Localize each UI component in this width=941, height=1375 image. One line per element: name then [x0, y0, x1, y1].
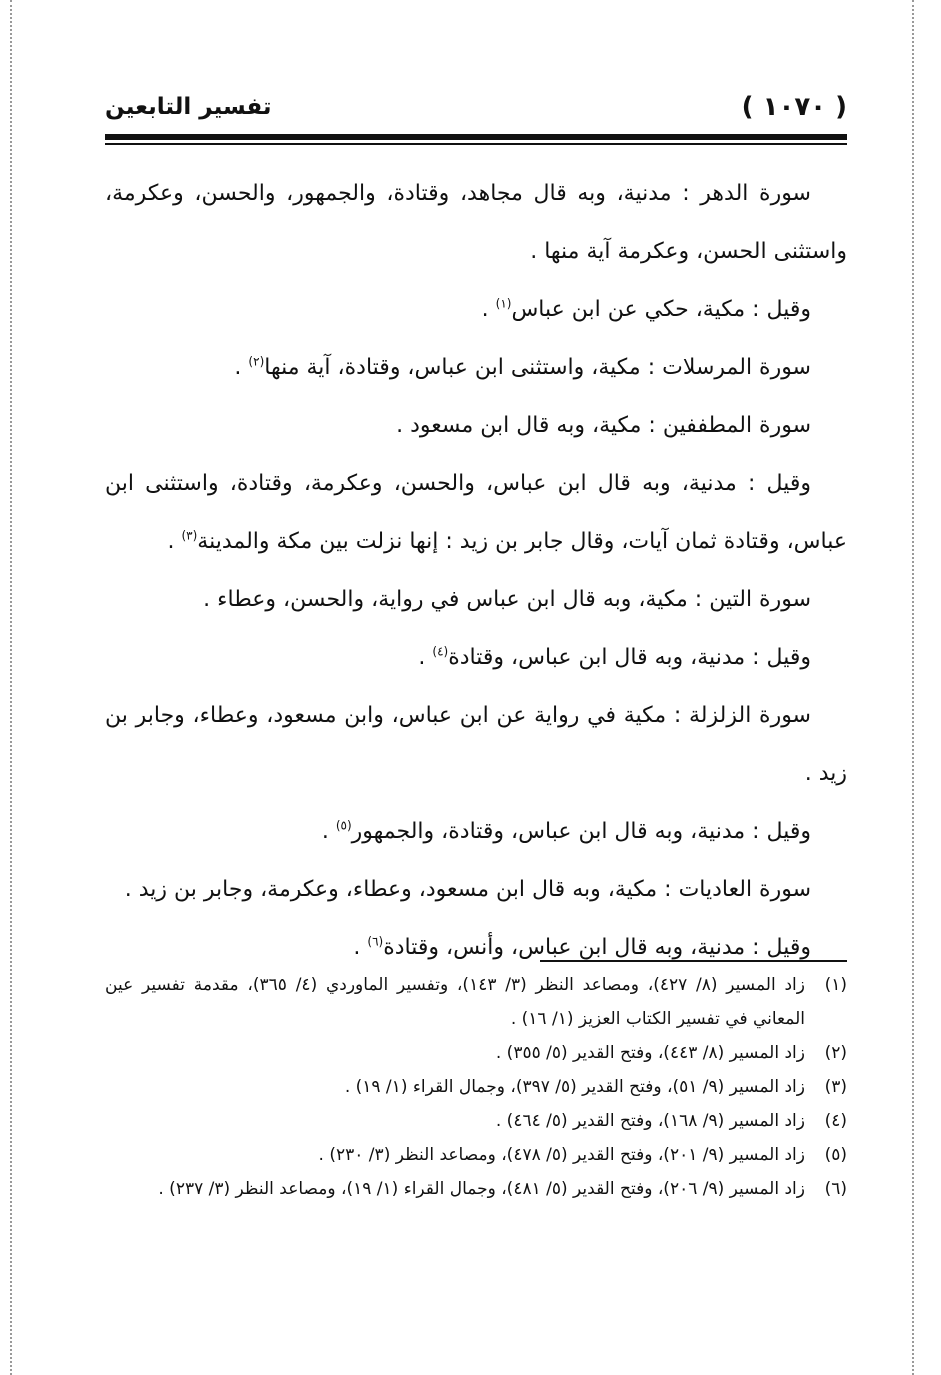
- main-text: [105, 165, 847, 977]
- paragraph: سورة المطففين : مكية، وبه قال ابن مسعود .: [396, 413, 811, 438]
- paragraph: سورة العاديات : مكية، وبه قال ابن مسعود، وعطاء، وعكرمة، وجابر بن زيد .: [124, 877, 811, 902]
- footnote-ref: (١): [495, 296, 512, 311]
- footnote: (٦) زاد المسير (٩/ ٢٠٦)، وفتح القدير (٥/ ٤٨١)، وجمال القراء (١/ ١٩)، ومصاعد النظر (٣/ ٢٣٧) .: [158, 1179, 847, 1199]
- scan-edge-left: [10, 0, 12, 1375]
- paragraph: وقيل : مدنية، وبه قال ابن عباس، وقتادة، والجمهور$^{(٥)}$ .: [321, 818, 811, 844]
- footnote: (٣) زاد المسير (٩/ ٥١)، وفتح القدير (٥/ ٣٩٧)، وجمال القراء (١/ ١٩) .: [344, 1077, 847, 1097]
- footnote: (٢) زاد المسير (٨/ ٤٤٣)، وفتح القدير (٥/ ٣٥٥) .: [495, 1043, 847, 1063]
- paragraph: سورة المرسلات : مكية، واستثنى ابن عباس، وقتادة، آية منها$^{(٢)}$ .: [234, 354, 811, 380]
- paragraph: وقيل : مدنية، وبه قال ابن عباس، وقتادة$^{(٤)}$ .: [418, 644, 811, 670]
- footnote-separator: [540, 960, 847, 962]
- footnote-ref: (٦): [367, 934, 384, 949]
- footnote: (٤) زاد المسير (٩/ ١٦٨)، وفتح القدير (٥/ ٤٦٤) .: [495, 1111, 847, 1131]
- paragraph: سورة التين : مكية، وبه قال ابن عباس في رواية، والحسن، وعطاء .: [203, 587, 811, 612]
- header-rule-thick: [105, 134, 847, 140]
- footnote-ref: (٤): [432, 644, 449, 659]
- footnote-ref: (٥): [335, 818, 352, 833]
- footnote-ref: (٢): [248, 354, 265, 369]
- paragraph: سورة الزلزلة : مكية في رواية عن ابن عباس، وابن مسعود، وعطاء، وجابر بن زيد .: [105, 703, 847, 786]
- paragraph: وقيل : مكية، حكي عن ابن عباس$^{(١)}$ .: [481, 296, 811, 322]
- header-rule-thin: [105, 143, 847, 145]
- footnote-ref: (٣): [181, 528, 198, 543]
- footnote: (١) زاد المسير (٨/ ٤٢٧)، ومصاعد النظر (٣/ ١٤٣)، وتفسير الماوردي (٤/ ٣٦٥)، مقدمة تفسير عين المعاني في تفسير الكتاب العزيز (١/ ١٦) .: [105, 975, 847, 1029]
- page-header: [105, 92, 847, 126]
- page-number: ( ١٠٧٠ ): [741, 92, 847, 122]
- paragraph: وقيل : مدنية، وبه قال ابن عباس، والحسن، وعكرمة، وقتادة، واستثنى ابن عباس، وقتادة ثمان آيات، وقال جابر بن زيد : إنها نزلت بين مكة والمدينة$^{(٣)}$ .: [105, 471, 847, 554]
- footnotes: [105, 968, 847, 1206]
- paragraph: وقيل : مدنية، وبه قال ابن عباس، وأنس، وقتادة$^{(٦)}$ .: [353, 934, 811, 960]
- running-title: تفسير التابعين: [105, 94, 272, 120]
- scan-edge-right: [912, 0, 914, 1375]
- paragraph: سورة الدهر : مدنية، وبه قال مجاهد، وقتادة، والجمهور، والحسن، وعكرمة، واستثنى الحسن، وعكرمة آية منها .: [105, 181, 847, 264]
- footnote: (٥) زاد المسير (٩/ ٢٠١)، وفتح القدير (٥/ ٤٧٨)، ومصاعد النظر (٣/ ٢٣٠) .: [318, 1145, 847, 1165]
